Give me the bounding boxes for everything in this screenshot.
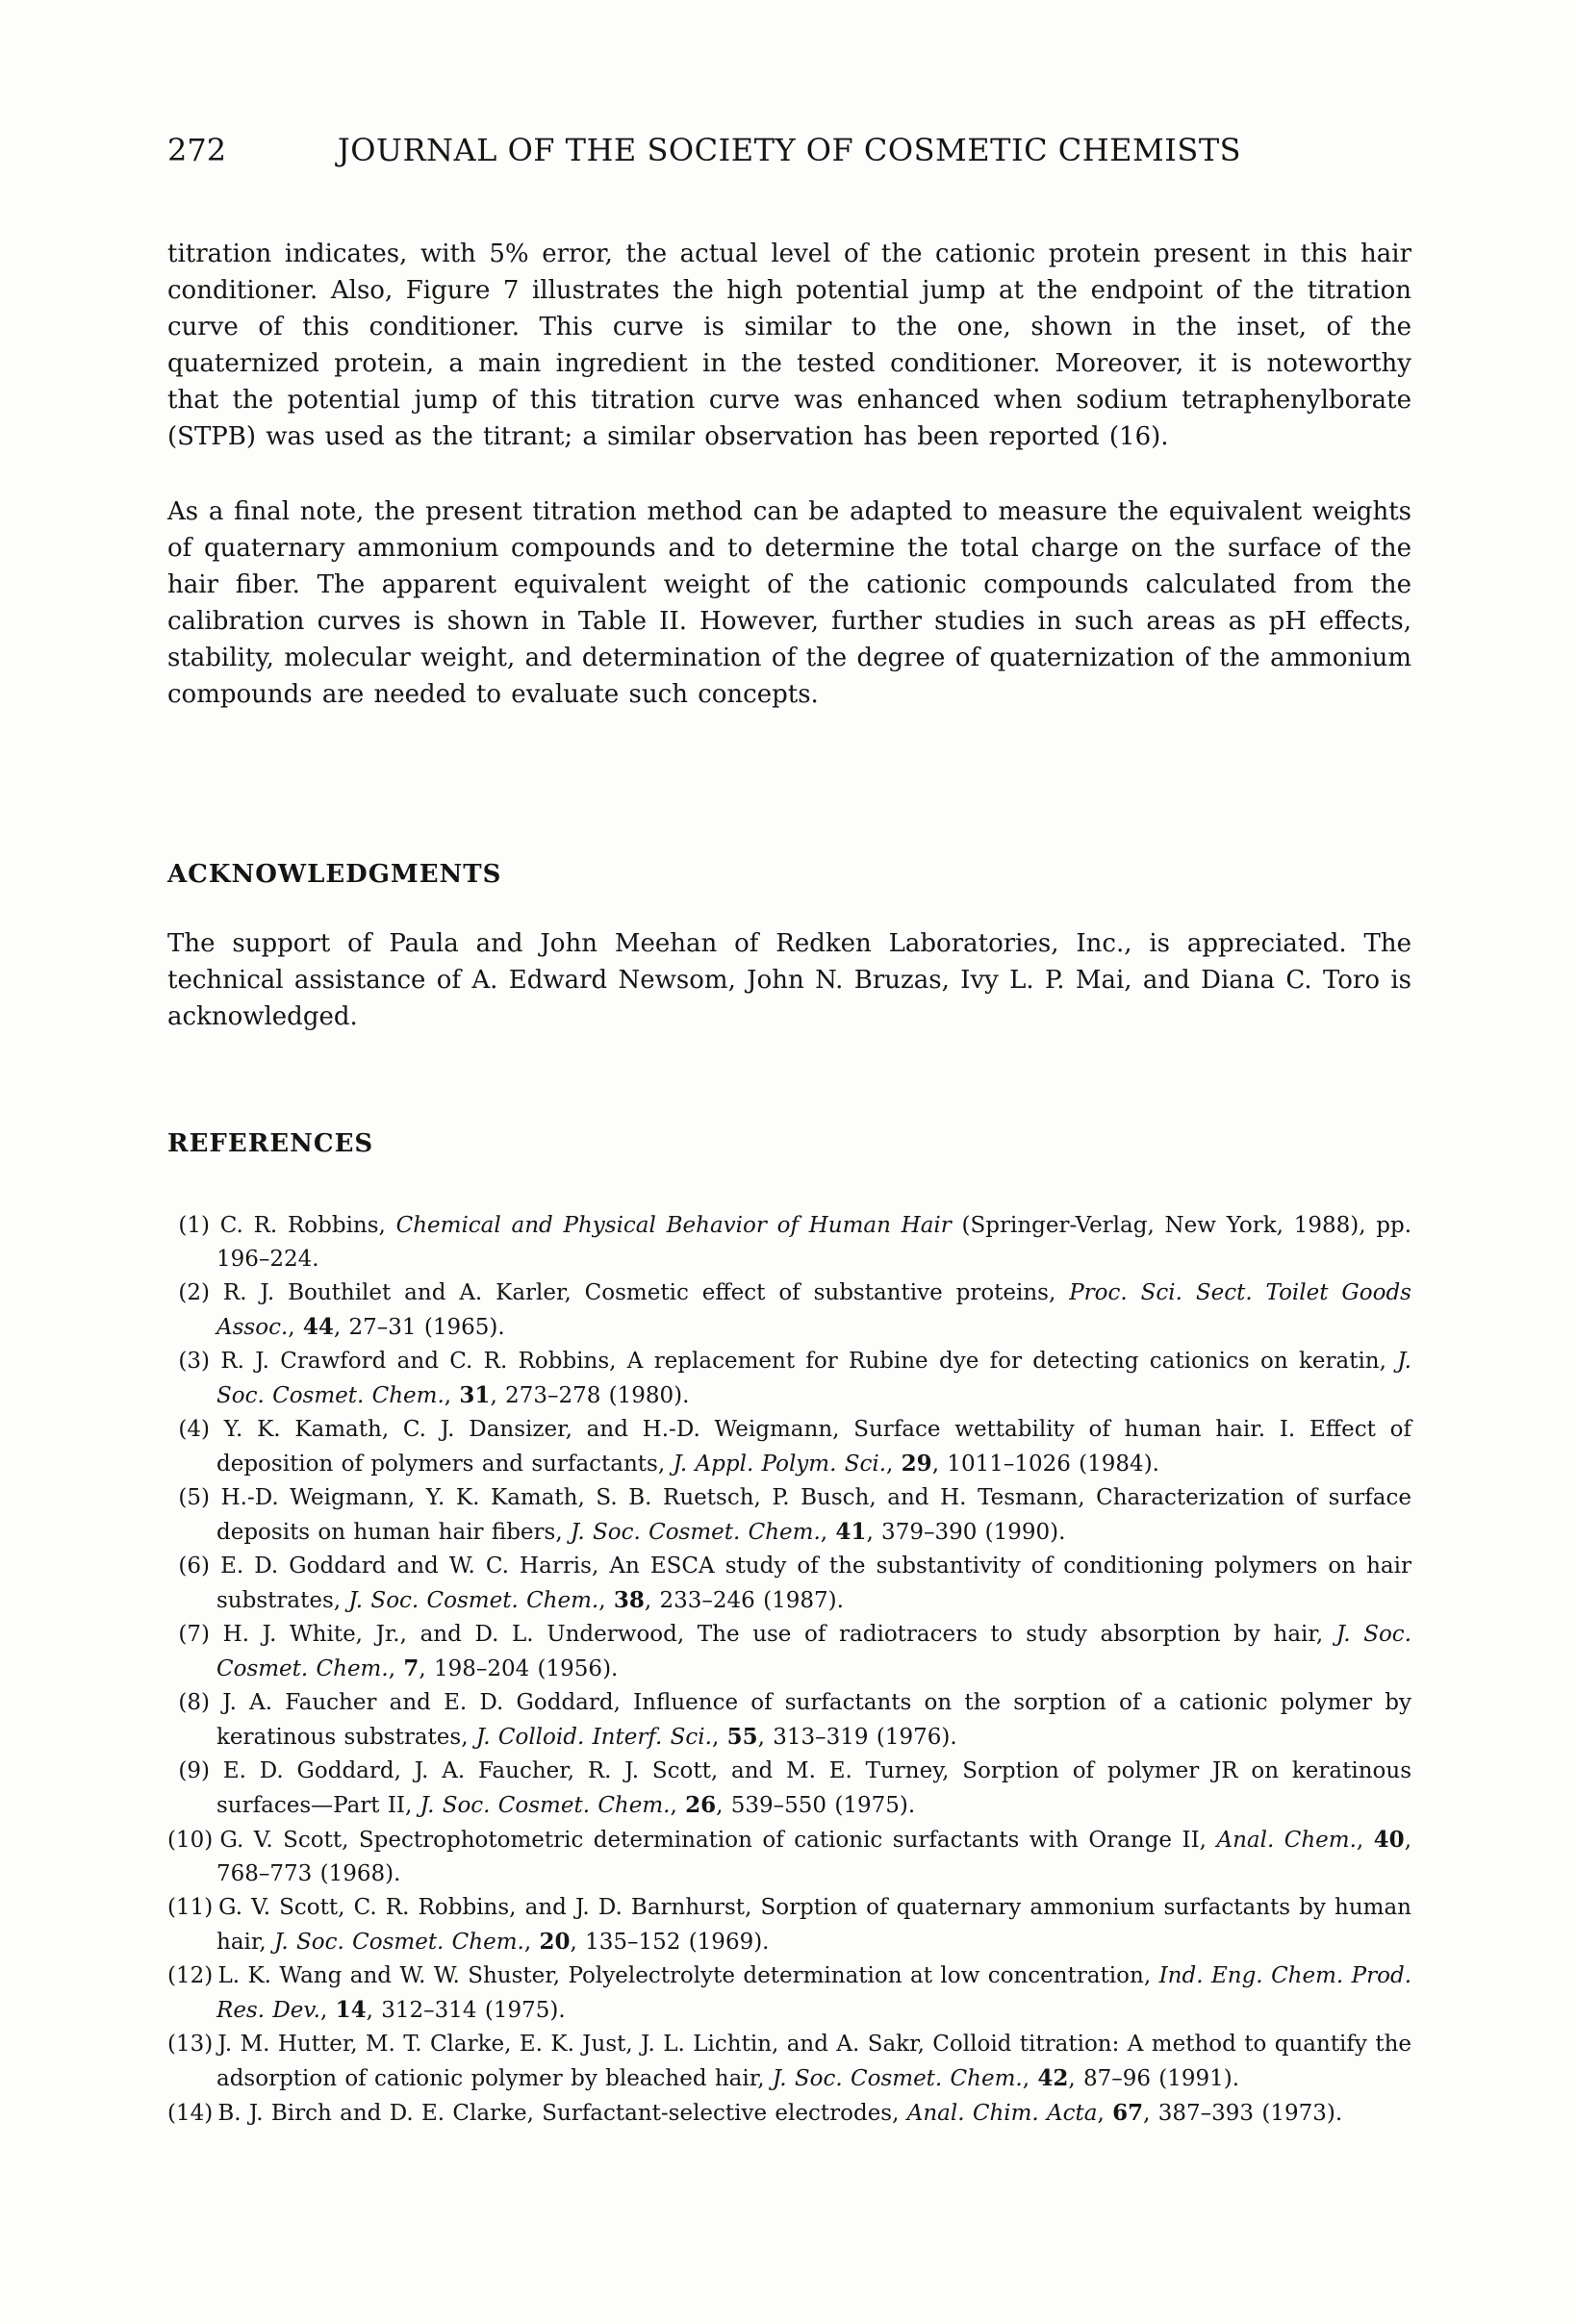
reference-number: (3) (178, 1349, 210, 1374)
journal-title: JOURNAL OF THE SOCIETY OF COSMETIC CHEMISTS (337, 132, 1242, 168)
reference-text: G. V. Scott, C. R. Robbins, and J. D. Barnhurst, Sorption of quaternary ammonium surfactants by human hair, J. Soc. Cosmet. Chem., 20, 135–152 (1969). (216, 1895, 1411, 1955)
reference-item (167, 1618, 1411, 1686)
reference-text: J. A. Faucher and E. D. Goddard, Influence of surfactants on the sorption of a cationic polymer by keratinous substrates, J. Colloid. Interf. Sci., 55, 313–319 (1976). (216, 1690, 1412, 1750)
reference-text: H. J. White, Jr., and D. L. Underwood, The use of radiotracers to study absorption by hair, J. Soc. Cosmet. Chem., 7, 198–204 (1956). (216, 1622, 1412, 1681)
body-paragraph-titration: titration indicates, with 5% error, the actual level of the cationic protein present in this hair conditioner. Also, Figure 7 illustrates the high potential jump at the endpoint of the titration curve of this conditioner. This curve is similar to the one, shown in the inset, of the quaternized protein, a main ingredient in the tested conditioner. Moreover, it is noteworthy that the potential jump of this titration curve was enhanced when sodium tetraphenylborate (STPB) was used as the titrant; a similar observation has been reported (16). (167, 240, 1411, 451)
reference-text: R. J. Bouthilet and A. Karler, Cosmetic effect of substantive proteins, Proc. Sci. Sect. Toilet Goods Assoc., 44, 27–31 (1965). (216, 1280, 1411, 1340)
reference-text: E. D. Goddard and W. C. Harris, An ESCA study of the substantivity of conditioning polymers on hair substrates, J. Soc. Cosmet. Chem., 38, 233–246 (1987). (216, 1554, 1411, 1613)
page-header (167, 130, 1411, 170)
reference-item (167, 1755, 1411, 1823)
reference-item (167, 1276, 1411, 1345)
reference-item (167, 2028, 1411, 2096)
references-list (167, 1209, 1411, 2131)
reference-item (167, 1891, 1411, 1959)
reference-text: R. J. Crawford and C. R. Robbins, A replacement for Rubine dye for detecting cationics on keratin, J. Soc. Cosmet. Chem., 31, 273–278 (1980). (216, 1349, 1411, 1408)
reference-text: L. K. Wang and W. W. Shuster, Polyelectrolyte determination at low concentration, Ind. Eng. Chem. Prod. Res. Dev., 14, 312–314 (1975). (216, 1963, 1412, 2023)
reference-text: C. R. Robbins, Chemical and Physical Behavior of Human Hair (Springer-Verlag, New York, 1988), pp. 196–224. (216, 1213, 1412, 1272)
reference-number: (10) (167, 1828, 214, 1853)
reference-item (167, 1413, 1411, 1481)
reference-text: E. D. Goddard, J. A. Faucher, R. J. Scott, and M. E. Turney, Sorption of polymer JR on keratinous surfaces—Part II, J. Soc. Cosmet. Chem., 26, 539–550 (1975). (216, 1758, 1411, 1818)
reference-number: (14) (167, 2101, 214, 2126)
acknowledgments-heading: ACKNOWLEDGMENTS (167, 860, 502, 889)
reference-number: (5) (178, 1485, 210, 1510)
reference-text: J. M. Hutter, M. T. Clarke, E. K. Just, J. L. Lichtin, and A. Sakr, Colloid titration: A method to quantify the adsorption of cationic polymer by bleached hair, J. Soc. Cosmet. Chem., 42, 87–96 (1991). (216, 2032, 1411, 2091)
reference-number: (4) (178, 1417, 210, 1442)
reference-number: (8) (178, 1690, 210, 1715)
reference-item (167, 1209, 1411, 1276)
reference-item (167, 1823, 1411, 1891)
reference-text: B. J. Birch and D. E. Clarke, Surfactant-selective electrodes, Anal. Chim. Acta, 67, 387–393 (1973). (217, 2100, 1343, 2126)
page-number: 272 (167, 132, 227, 168)
body-paragraph-final-note: As a final note, the present titration method can be adapted to measure the equivalent weights of quaternary ammonium compounds and to determine the total charge on the surface of the hair fiber. The apparent equivalent weight of the cationic compounds calculated from the calibration curves is shown in Table II. However, further studies in such areas as pH effects, stability, molecular weight, and determination of the degree of quaternization of the ammonium compounds are needed to evaluate such concepts. (167, 497, 1411, 709)
reference-number: (6) (178, 1554, 210, 1579)
reference-text: Y. K. Kamath, C. J. Dansizer, and H.-D. Weigmann, Surface wettability of human hair. I. Effect of deposition of polymers and surfactants, J. Appl. Polym. Sci., 29, 1011–1026 (1984). (216, 1417, 1411, 1477)
reference-text: G. V. Scott, Spectrophotometric determination of cationic surfactants with Orange II, Anal. Chem., 40, 768–773 (1968). (216, 1827, 1411, 1886)
reference-number: (2) (178, 1280, 210, 1305)
reference-item (167, 1345, 1411, 1413)
reference-number: (13) (167, 2032, 214, 2057)
reference-number: (9) (178, 1758, 210, 1783)
reference-text: H.-D. Weigmann, Y. K. Kamath, S. B. Ruetsch, P. Busch, and H. Tesmann, Characterization of surface deposits on human hair fibers, J. Soc. Cosmet. Chem., 41, 379–390 (1990). (216, 1485, 1412, 1545)
reference-number: (12) (167, 1963, 214, 1988)
references-heading: REFERENCES (167, 1129, 374, 1158)
reference-item (167, 2096, 1411, 2131)
reference-number: (1) (178, 1213, 210, 1238)
reference-number: (7) (178, 1622, 210, 1647)
reference-item (167, 1550, 1411, 1618)
reference-item (167, 1481, 1411, 1550)
reference-item (167, 1686, 1411, 1755)
reference-item (167, 1959, 1411, 2028)
acknowledgments-paragraph: The support of Paula and John Meehan of Redken Laboratories, Inc., is appreciated. The technical assistance of A. Edward Newsom, John N. Bruzas, Ivy L. P. Mai, and Diana C. Toro is acknowledged. (167, 929, 1411, 1031)
reference-number: (11) (167, 1895, 214, 1920)
